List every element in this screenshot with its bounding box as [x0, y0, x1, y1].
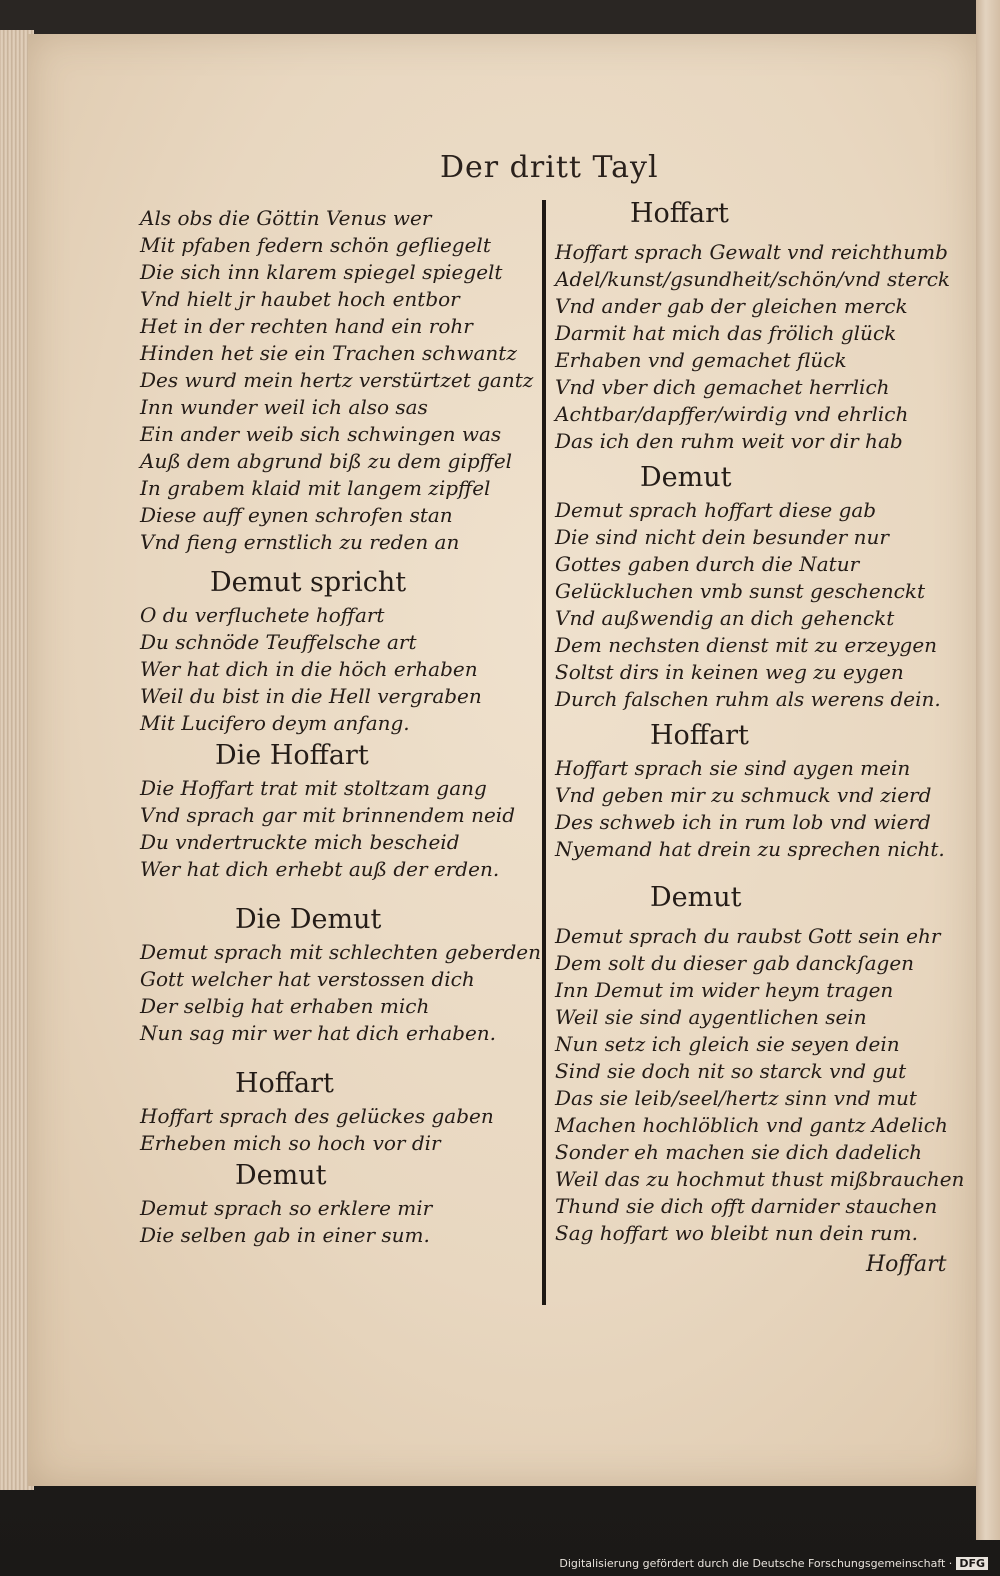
- verse-line: Demut sprach mit schlechten geberden: [140, 940, 541, 964]
- verse-line: Inn Demut im wider heym tragen: [555, 978, 894, 1002]
- verse-line: Vnd fieng ernstlich zu reden an: [140, 530, 460, 554]
- verse-line: Nyemand hat drein zu sprechen nicht.: [555, 837, 945, 861]
- page-header: Der dritt Tayl: [440, 150, 659, 185]
- verse-line: Du schnöde Teuffelsche art: [140, 630, 417, 654]
- verse-line: Die selben gab in einer sum.: [140, 1223, 430, 1247]
- verse-line: Das sie leib/seel/hertz sinn vnd mut: [555, 1086, 917, 1110]
- verse-line: Des wurd mein hertz verstürtzet gantz: [140, 368, 534, 392]
- verse-line: Nun setz ich gleich sie seyen dein: [555, 1032, 900, 1056]
- verse-line: Machen hochlöblich vnd gantz Adelich: [555, 1113, 948, 1137]
- verse-line: Sag hoffart wo bleibt nun dein rum.: [555, 1221, 918, 1245]
- verse-line: Hoffart sprach sie sind aygen mein: [555, 756, 911, 780]
- speaker-heading: Demut: [650, 882, 742, 913]
- speaker-heading: Demut: [640, 462, 732, 493]
- speaker-heading: Die Hoffart: [215, 740, 369, 771]
- right-column: [555, 195, 965, 1247]
- verse-block: [140, 1103, 520, 1157]
- verse-line: O du verfluchete hoffart: [140, 603, 385, 627]
- verse-line: Auß dem abgrund biß zu dem gipffel: [140, 449, 513, 473]
- verse-line: Gottes gaben durch die Natur: [555, 552, 860, 576]
- verse-line: Gelückluchen vmb sunst geschenckt: [555, 579, 926, 603]
- speaker-heading: Hoffart: [235, 1068, 334, 1099]
- verse-block: [140, 602, 520, 737]
- speaker-heading: Die Demut: [235, 904, 382, 935]
- verse-line: Achtbar/dapffer/wirdig vnd ehrlich: [555, 402, 909, 426]
- dfg-logo: DFG: [956, 1557, 988, 1570]
- verse-line: Vnd hielt jr haubet hoch entbor: [140, 287, 460, 311]
- column-divider: [542, 200, 546, 1305]
- verse-line: Dem nechsten dienst mit zu erzeygen: [555, 633, 938, 657]
- verse-line: Sind sie doch nit so starck vnd gut: [555, 1059, 907, 1083]
- verse-line: Die Hoffart trat mit stoltzam gang: [140, 776, 487, 800]
- digitization-credit: [555, 1555, 992, 1572]
- speaker-heading: Hoffart: [650, 720, 749, 751]
- verse-line: Des schweb ich in rum lob vnd wierd: [555, 810, 931, 834]
- verse-line: Das ich den ruhm weit vor dir hab: [555, 429, 903, 453]
- verse-line: Demut sprach hoffart diese gab: [555, 498, 877, 522]
- verse-block: [140, 1195, 520, 1249]
- verse-line: Die sind nicht dein besunder nur: [555, 525, 889, 549]
- verse-line: Durch falschen ruhm als werens dein.: [555, 687, 941, 711]
- verse-line: Mit pfaben federn schön gefliegelt: [140, 233, 491, 257]
- verse-block: [555, 497, 955, 713]
- verse-block: [555, 923, 965, 1247]
- verse-line: Weil du bist in die Hell vergraben: [140, 684, 482, 708]
- verse-line: Die sich inn klarem spiegel spiegelt: [140, 260, 503, 284]
- verse-line: Vnd vber dich gemachet herrlich: [555, 375, 890, 399]
- verse-line: Hoffart sprach Gewalt vnd reichthumb: [555, 240, 948, 264]
- left-column: [140, 205, 541, 1249]
- verse-line: Hoffart sprach des gelückes gaben: [140, 1104, 494, 1128]
- verse-line: Erhaben vnd gemachet flück: [555, 348, 847, 372]
- verse-line: Sonder eh machen sie dich dadelich: [555, 1140, 923, 1164]
- credit-text: Digitalisierung gefördert durch die Deutsche Forschungsgemeinschaft ·: [559, 1557, 953, 1570]
- verse-line: Darmit hat mich das frölich glück: [555, 321, 897, 345]
- verse-block: [140, 205, 534, 556]
- verse-line: Inn wunder weil ich also sas: [140, 395, 428, 419]
- verse-line: Ein ander weib sich schwingen was: [140, 422, 502, 446]
- verse-line: Demut sprach du raubst Gott sein ehr: [555, 924, 941, 948]
- verse-line: Vnd ander gab der gleichen merck: [555, 294, 908, 318]
- verse-line: Dem solt du dieser gab danckſagen: [555, 951, 915, 975]
- verse-line: In grabem klaid mit langem zipffel: [140, 476, 491, 500]
- verse-block: [140, 939, 541, 1047]
- verse-line: Diese auff eynen schrofen stan: [140, 503, 453, 527]
- verse-line: Wer hat dich in die höch erhaben: [140, 657, 478, 681]
- verse-line: Der selbig hat erhaben mich: [140, 994, 430, 1018]
- verse-line: Weil das zu hochmut thust mißbrauchen: [555, 1167, 965, 1191]
- verse-line: Erheben mich so hoch vor dir: [140, 1131, 441, 1155]
- verse-line: Mit Lucifero deym anfang.: [140, 711, 410, 735]
- verse-line: Als obs die Göttin Venus wer: [140, 206, 432, 230]
- verse-line: Vnd außwendig an dich gehenckt: [555, 606, 895, 630]
- verse-line: Du vndertruckte mich bescheid: [140, 830, 460, 854]
- speaker-heading: Demut: [235, 1160, 327, 1191]
- verse-line: Vnd sprach gar mit brinnendem neid: [140, 803, 515, 827]
- verse-block: [555, 755, 955, 863]
- verse-line: Hinden het sie ein Trachen schwantz: [140, 341, 517, 365]
- verse-line: Adel/kunst/gsundheit/schön/vnd sterck: [555, 267, 951, 291]
- page-edge: [976, 0, 1000, 1540]
- speaker-heading: Demut spricht: [210, 567, 407, 598]
- verse-line: Thund sie dich offt darnider stauchen: [555, 1194, 938, 1218]
- verse-line: Weil sie sind aygentlichen sein: [555, 1005, 867, 1029]
- catchword: Hoffart: [866, 1252, 947, 1277]
- verse-line: Demut sprach so erklere mir: [140, 1196, 433, 1220]
- verse-line: Soltst dirs in keinen weg zu eygen: [555, 660, 904, 684]
- verse-block: [555, 239, 955, 455]
- verse-line: Het in der rechten hand ein rohr: [140, 314, 473, 338]
- speaker-heading: Hoffart: [630, 198, 729, 229]
- verse-line: Vnd geben mir zu schmuck vnd zierd: [555, 783, 932, 807]
- verse-block: [140, 775, 520, 883]
- verse-line: Wer hat dich erhebt auß der erden.: [140, 857, 500, 881]
- verse-line: Nun sag mir wer hat dich erhaben.: [140, 1021, 497, 1045]
- verse-line: Gott welcher hat verstossen dich: [140, 967, 475, 991]
